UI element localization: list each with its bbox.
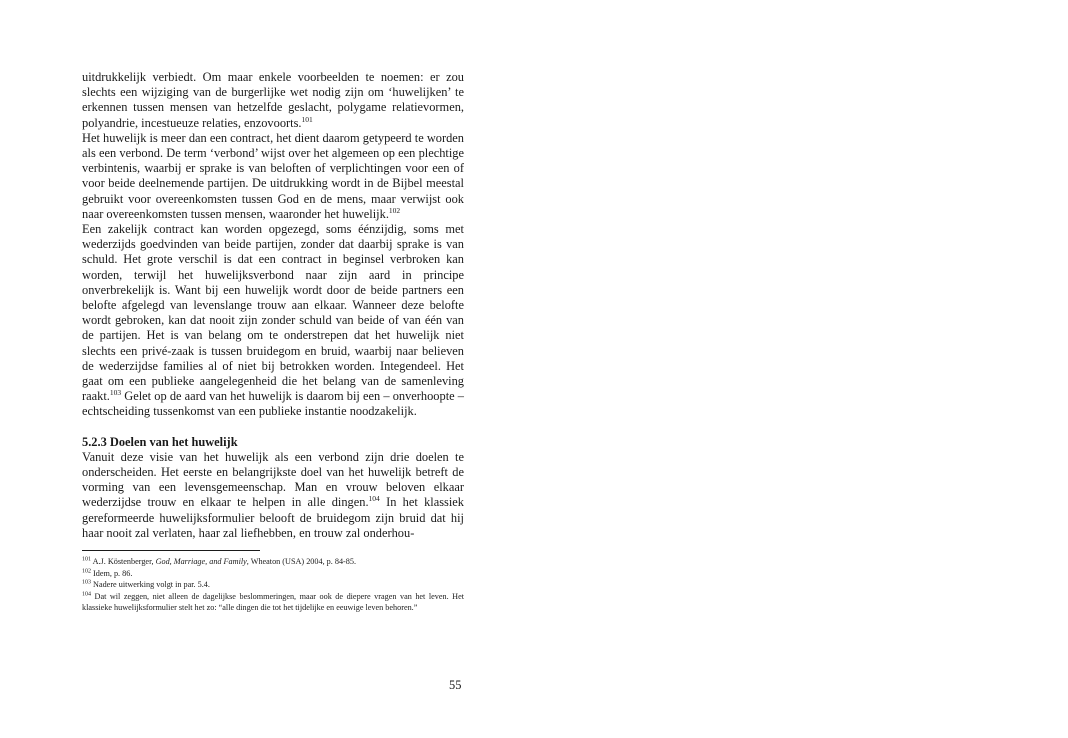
footnote-101 <box>82 556 464 568</box>
paragraph-1 <box>82 70 464 131</box>
footnote-text: Idem, p. 86. <box>91 568 133 578</box>
footnote-ref-103[interactable]: 103 <box>109 388 122 398</box>
footnote-103 <box>82 579 464 591</box>
footnote-102 <box>82 568 464 580</box>
paragraph-3-text-a: Een zakelijk contract kan worden opgezegd, soms éénzijdig, soms met wederzijds goedvinden van beide partijen, zonder dat daarbij sprake is van schuld. Het grote verschil is dat een contract in beginsel verbroken kan worden, terwijl het huwelijksverbond naar zijn aard in principe onverbrekelijk is. Want bij een huwelijk wordt door de beide partners een belofte afgelegd van levenslange trouw aan elkaar. Wanneer deze belofte wordt gebroken, kan dat nooit zijn zonder schuld van beide of van één van de partijen. Het is van belang om te onderstrepen dat het huwelijk niet slechts een privé-zaak is tussen bruidegom en bruid, waarbij naar believen de wederzijdse families al of niet bij betrokken worden. Integendeel. Het gaat om een publieke aangelegenheid die het belang van de samenleving raakt. <box>82 222 464 404</box>
footnote-book-title: God, Marriage, and Family <box>155 557 247 567</box>
footnote-divider <box>82 550 260 551</box>
footnote-number: 102 <box>82 567 91 574</box>
paragraph-2-text: Het huwelijk is meer dan een contract, het dient daarom getypeerd te worden als een verbond. De term ‘verbond’ wijst over het algemeen op een plechtige verbintenis, waarbij er sprake is van beloften of verplichtingen voor een of voor beide deelnemende partijen. De uitdrukking wordt in de Bijbel meestal gebruikt voor overeenkomsten tussen God en de mens, maar verwijst ook naar overeenkomsten tussen mensen, waaronder het huwelijk. <box>82 130 464 221</box>
footnote-ref-102[interactable]: 102 <box>388 205 401 215</box>
section-heading: 5.2.3 Doelen van het huwelijk <box>82 434 238 449</box>
footnote-number: 103 <box>82 579 91 586</box>
page-body <box>82 70 464 614</box>
paragraph-3-text-b: Gelet op de aard van het huwelijk is daarom bij een – onverhoopte – echtscheiding tussenkomst van een publieke instantie noodzakelijk. <box>82 389 464 419</box>
footnote-ref-104[interactable]: 104 <box>368 494 380 504</box>
page-number: 55 <box>449 678 462 692</box>
section-paragraph-text-a: Vanuit deze visie van het huwelijk als een verbond zijn drie doelen te onderscheiden. Het eerste en belangrijkste doel van het huwelijk betreft de vorming van een levensgemeenschap. Man en vrouw beloven elkaar wederzijdse trouw en elkaar te helpen in alle dingen. <box>82 449 464 510</box>
footnote-number: 104 <box>82 590 91 597</box>
footnotes <box>82 556 464 614</box>
section-paragraph-text-b: In het klassiek gereformeerde huwelijksformulier belooft de bruidegom zijn bruid dat hij haar nooit zal verlaten, haar zal liefhebben, en trouw zal onderhou- <box>82 495 464 540</box>
paragraph-1-text: uitdrukkelijk verbiedt. Om maar enkele voorbeelden te noemen: er zou slechts een wijziging van de burgerlijke wet nodig zijn om ‘huwelijken’ te erkennen tussen mensen van hetzelfde geslacht, polygame relatievormen, polyandrie, incestueuze relaties, enzovoorts. <box>82 70 464 130</box>
paragraph-2 <box>82 131 464 222</box>
footnote-ref-101[interactable]: 101 <box>301 114 313 124</box>
footnote-104 <box>82 591 464 614</box>
footnote-number: 101 <box>82 556 91 563</box>
footnote-text: A.J. Köstenberger, <box>91 557 156 567</box>
footnote-text: Nadere uitwerking volgt in par. 5.4. <box>91 580 210 590</box>
section-paragraph <box>82 450 464 541</box>
footnote-text: Dat wil zeggen, niet alleen de dagelijkse beslommeringen, maar ook de diepere vragen van het leven. Het klassieke huwelijksformulier stelt het zo: “alle dingen die tot het tijdelijke en eeuwige leven behoren.” <box>82 591 464 613</box>
paragraph-3 <box>82 222 464 420</box>
footnote-text: , Wheaton (USA) 2004, p. 84-85. <box>246 557 356 567</box>
